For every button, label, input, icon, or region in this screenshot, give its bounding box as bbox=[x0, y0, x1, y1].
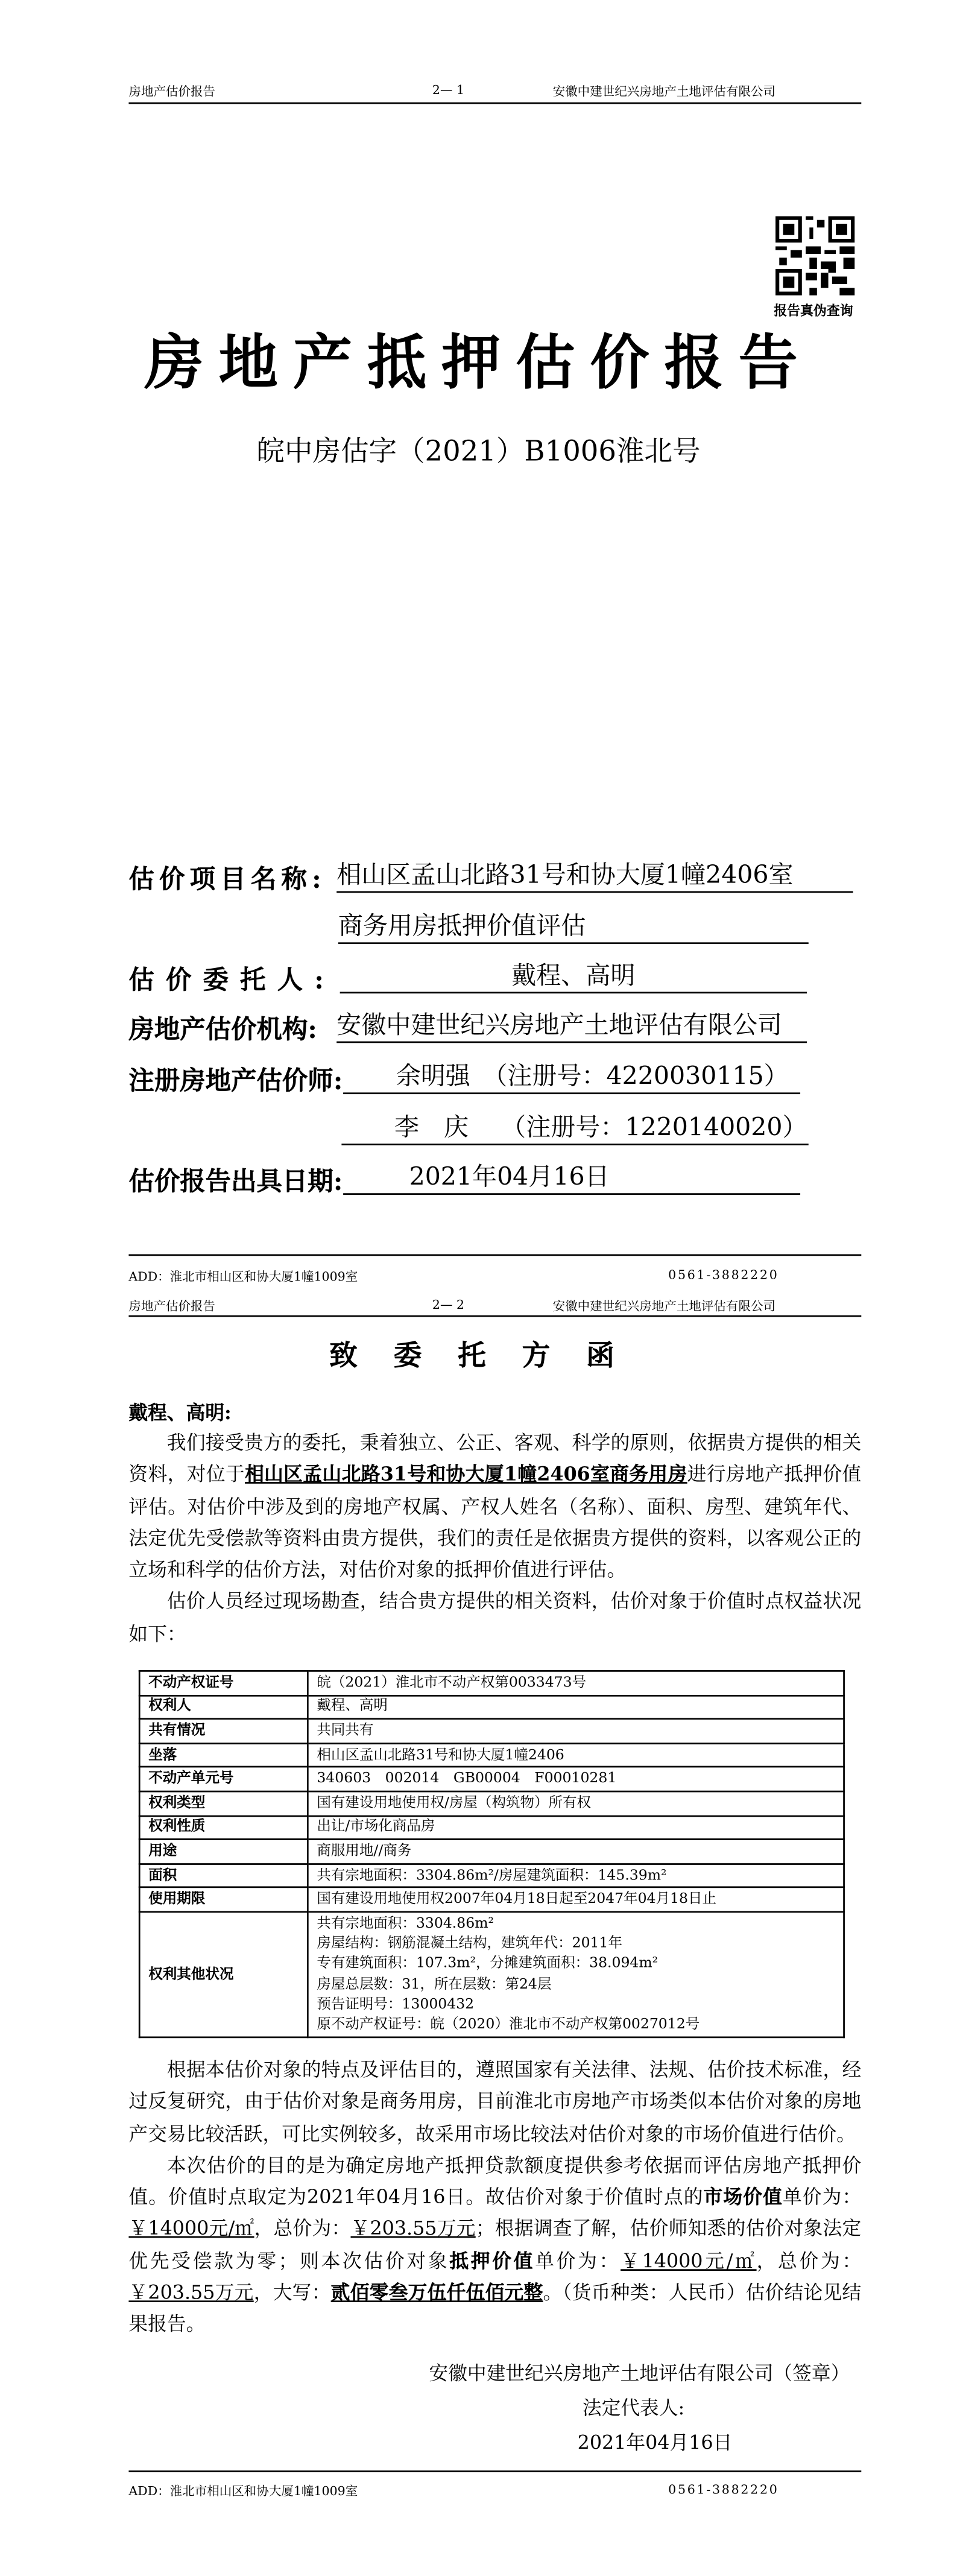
footer-phone: 0561-3882220 bbox=[668, 2482, 779, 2497]
letter-conclusion bbox=[128, 2055, 861, 2341]
table-row bbox=[139, 1840, 844, 1864]
project-name-label: 估价项目名称: bbox=[128, 863, 327, 895]
table-row bbox=[139, 1719, 844, 1743]
issue-date-label: 估价报告出具日期: bbox=[128, 1165, 343, 1197]
row-value: 商服用地//商务 bbox=[308, 1840, 844, 1864]
mortgage-value-label: 抵押价值 bbox=[449, 2248, 535, 2273]
market-unit-price: ￥14000元/㎡ bbox=[128, 2217, 254, 2241]
row-value: 共有宗地面积：3304.86m²/房屋建筑面积：145.39m² bbox=[308, 1864, 844, 1888]
row-label: 权利性质 bbox=[139, 1815, 308, 1840]
table-row bbox=[139, 1888, 844, 1912]
row-label: 不动产单元号 bbox=[139, 1767, 308, 1791]
mortgage-total-price: ￥203.55万元 bbox=[128, 2280, 254, 2304]
client-value: 戴程、高明 bbox=[340, 959, 807, 993]
row-label: 面积 bbox=[139, 1864, 308, 1888]
header-left: 房地产估价报告 bbox=[128, 84, 216, 100]
footer-rule bbox=[128, 2470, 861, 2472]
row-value: 皖（2021）淮北市不动产权第0033473号 bbox=[308, 1671, 844, 1695]
table-row bbox=[139, 1671, 844, 1695]
report-number: 皖中房估字（2021）B1006淮北号 bbox=[256, 435, 701, 469]
text: 单价为： bbox=[535, 2248, 621, 2273]
header-rule bbox=[128, 1315, 861, 1317]
text: ；根据调查了解，估价师知悉的估价对象法定优先受偿款为零；则本次估价对象 bbox=[128, 2217, 862, 2273]
row-label: 权利类型 bbox=[139, 1791, 308, 1815]
paragraph-3: 根据本估价对象的特点及评估目的，遵照国家有关法律、法规、估价技术标准，经过反复研究，由于估价对象是商务用房，目前淮北市房地产市场类似本估价对象的房地产交易比较活跃，可比实例较多，故采用市场比较法对估价对象的市场价值进行估价。 bbox=[128, 2058, 862, 2145]
row-value: 相山区孟山北路31号和协大厦1幢2406 bbox=[308, 1743, 844, 1767]
table-row bbox=[139, 1912, 844, 2038]
paragraph-4 bbox=[128, 2150, 861, 2341]
report-title: 房地产抵押估价报告 bbox=[144, 328, 813, 398]
row-label: 权利人 bbox=[139, 1695, 308, 1719]
footer-rule bbox=[128, 1255, 861, 1256]
qr-caption: 报告真伪查询 bbox=[774, 302, 853, 319]
footer-phone: 0561-3882220 bbox=[668, 1267, 779, 1283]
project-name-line1: 相山区孟山北路31号和协大厦1幢2406室 bbox=[336, 858, 853, 893]
text: 进行房地产抵押价值评估。对估价中涉及到的房地产权属、产权人姓名（名称）、面积、房型、建筑年代、法定优先受偿款等资料由贵方提供，我们的责任是依据贵方提供的资料，以客观公正的立场和科学的估价方法，对估价对象的抵押价值进行评估。 bbox=[128, 1463, 862, 1581]
signature-date: 2021年04月16日 bbox=[577, 2431, 733, 2454]
amount-in-words: 贰佰零叁万伍仟伍佰元整 bbox=[330, 2280, 543, 2304]
row-label: 坐落 bbox=[139, 1743, 308, 1767]
market-total-price: ￥203.55万元 bbox=[350, 2217, 476, 2241]
table-row bbox=[139, 1743, 844, 1767]
table-row bbox=[139, 1791, 844, 1815]
appraiser-label: 注册房地产估价师: bbox=[128, 1064, 343, 1096]
header-page-number: 2— 1 bbox=[432, 82, 465, 98]
signature-company: 安徽中建世纪兴房地产土地评估有限公司（签章） bbox=[429, 2361, 850, 2385]
table-row bbox=[139, 1815, 844, 1840]
letter-salutation: 戴程、高明: bbox=[128, 1401, 232, 1425]
row-label: 用途 bbox=[139, 1840, 308, 1864]
row-label: 不动产权证号 bbox=[139, 1671, 308, 1695]
header-rule bbox=[128, 103, 861, 104]
row-value bbox=[308, 1912, 844, 2038]
other-status-line: 房屋总层数：31，所在层数：第24层 bbox=[317, 1976, 552, 1993]
qr-code-icon[interactable] bbox=[775, 216, 854, 295]
text: ，大写： bbox=[253, 2280, 331, 2304]
row-label: 共有情况 bbox=[139, 1719, 308, 1743]
letter-title: 致 委 托 方 函 bbox=[329, 1340, 628, 1373]
row-value: 共同共有 bbox=[308, 1719, 844, 1743]
letter-intro bbox=[128, 1428, 861, 1651]
other-status-line: 房屋结构：钢筋混凝土结构，建筑年代：2011年 bbox=[317, 1935, 622, 1953]
row-label: 使用期限 bbox=[139, 1888, 308, 1912]
footer-address: ADD：淮北市相山区和协大厦1幢1009室 bbox=[128, 1269, 358, 1284]
appraiser-1: 余明强 （注册号：4220030115） bbox=[343, 1060, 800, 1094]
other-status-line: 预告证明号：13000432 bbox=[317, 1996, 475, 2013]
header-company: 安徽中建世纪兴房地产土地评估有限公司 bbox=[552, 1299, 776, 1314]
text: 。（货币种类：人民币）估价结论见结果报告。 bbox=[128, 2280, 862, 2336]
other-status-line: 专有建筑面积：107.3m²，分摊建筑面积：38.094m² bbox=[317, 1956, 659, 1973]
text: 单价为： bbox=[782, 2185, 862, 2209]
text: ，总价为： bbox=[756, 2248, 862, 2273]
paragraph-2: 估价人员经过现场勘查，结合贵方提供的相关资料，估价对象于价值时点权益状况如下： bbox=[128, 1590, 862, 1645]
agency-value: 安徽中建世纪兴房地产土地评估有限公司 bbox=[336, 1008, 807, 1043]
text: ，总价为： bbox=[254, 2217, 351, 2241]
other-status-line: 原不动产权证号：皖（2020）淮北市不动产权第0027012号 bbox=[317, 2016, 700, 2033]
appraiser-2: 李 庆 （注册号：1220140020） bbox=[341, 1110, 808, 1145]
property-rights-table bbox=[139, 1670, 845, 2039]
legal-representative-label: 法定代表人: bbox=[582, 2396, 685, 2420]
table-row bbox=[139, 1695, 844, 1719]
text: 我们接受贵方的委托，秉着独立、公正、客观、科学的原则，依据贵方提供的相关资料，对位于 bbox=[128, 1431, 862, 1486]
mortgage-unit-price: ￥14000元/㎡ bbox=[621, 2248, 757, 2273]
market-value-label: 市场价值 bbox=[703, 2185, 783, 2209]
agency-label: 房地产估价机构: bbox=[128, 1013, 317, 1045]
table-row bbox=[139, 1767, 844, 1791]
other-status-line: 共有宗地面积：3304.86m² bbox=[317, 1916, 494, 1932]
row-value: 340603 002014 GB00004 F00010281 bbox=[308, 1767, 844, 1791]
header-left: 房地产估价报告 bbox=[128, 1299, 216, 1314]
paragraph-1 bbox=[128, 1428, 861, 1587]
client-label: 估价委托人: bbox=[128, 963, 336, 995]
property-address: 相山区孟山北路31号和协大厦1幢2406室商务用房 bbox=[245, 1463, 687, 1486]
row-value: 出让/市场化商品房 bbox=[308, 1815, 844, 1840]
row-value: 国有建设用地使用权/房屋（构筑物）所有权 bbox=[308, 1791, 844, 1815]
project-name-line2: 商务用房抵押价值评估 bbox=[338, 910, 809, 944]
footer-address: ADD：淮北市相山区和协大厦1幢1009室 bbox=[128, 2483, 358, 2499]
header-company: 安徽中建世纪兴房地产土地评估有限公司 bbox=[552, 84, 776, 100]
table-row bbox=[139, 1864, 844, 1888]
row-value: 戴程、高明 bbox=[308, 1695, 844, 1719]
row-value: 国有建设用地使用权2007年04月18日起至2047年04月18日止 bbox=[308, 1888, 844, 1912]
row-label: 权利其他状况 bbox=[139, 1912, 308, 2038]
issue-date-value: 2021年04月16日 bbox=[343, 1160, 800, 1195]
header-page-number: 2— 2 bbox=[432, 1297, 465, 1312]
text: 本次估价的目的是为确定房地产抵押贷款额度提供参考依据而评估房地产抵押价值。价值时点取定为2021年04月16日。故估价对象于价值时点的 bbox=[128, 2153, 862, 2209]
